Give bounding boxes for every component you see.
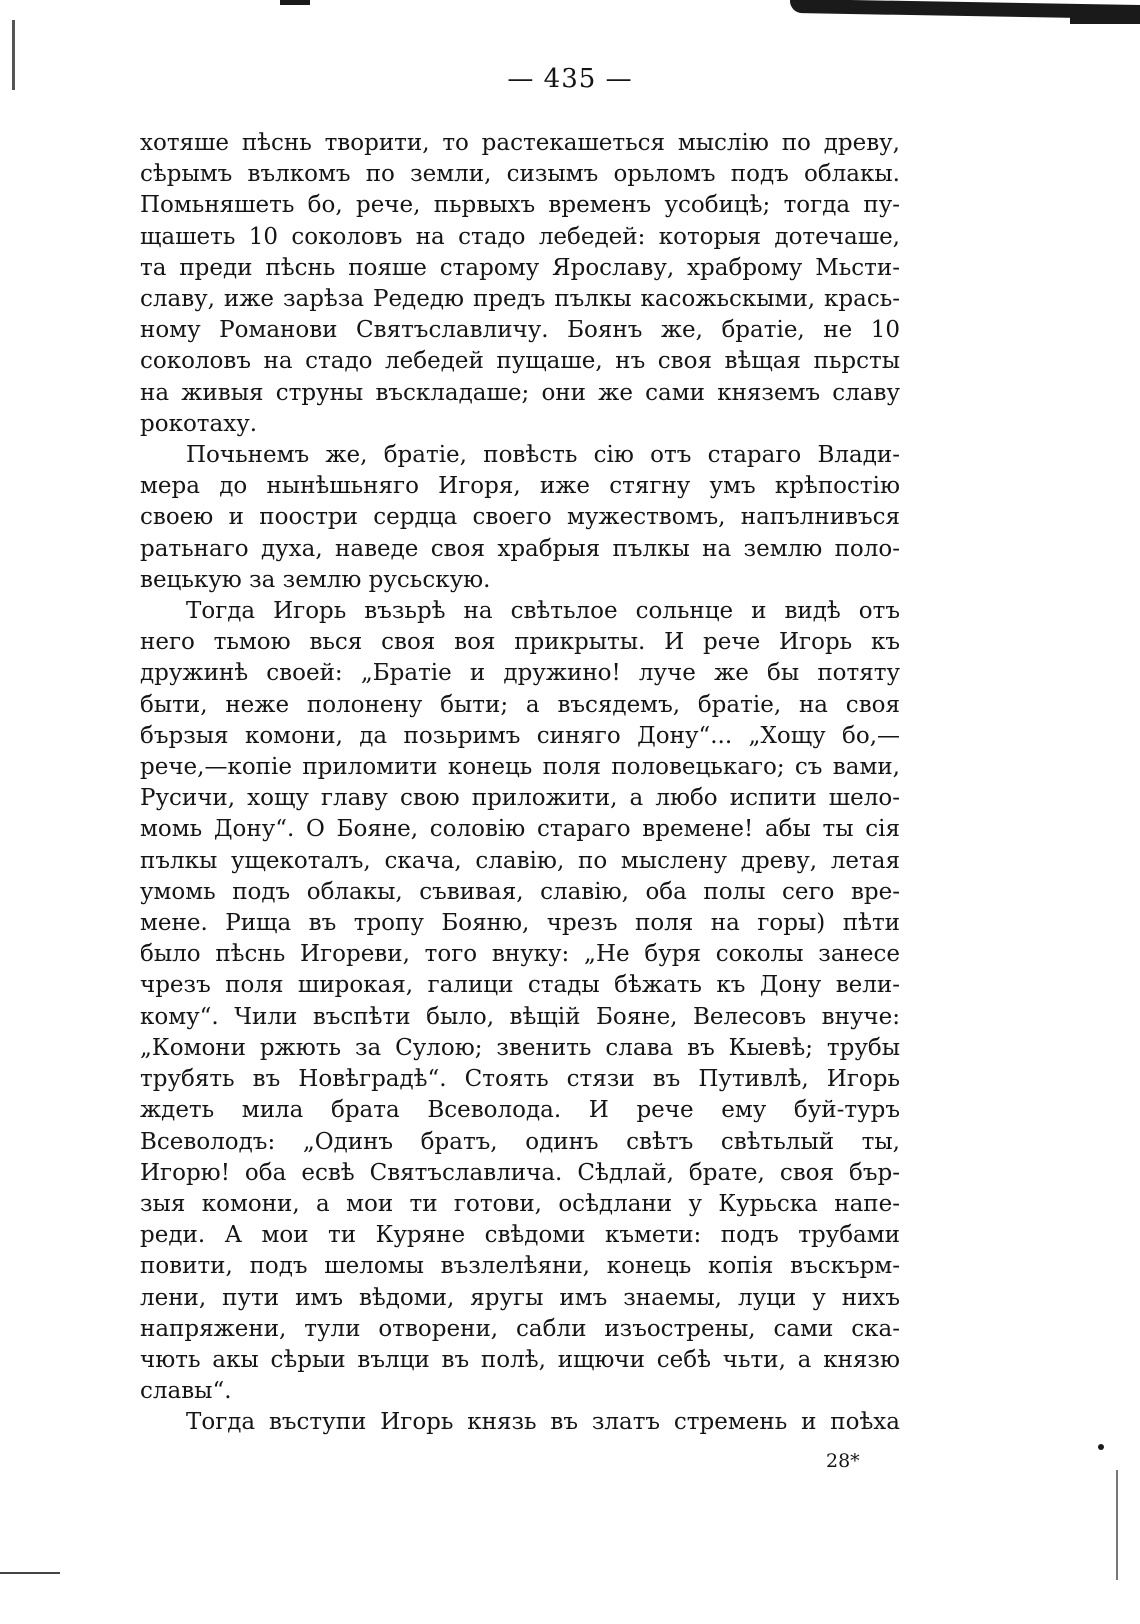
text-line: мера до нынѣшьняго Игоря, иже стягну умъ крѣпостію (140, 473, 900, 500)
text-line: та преди пѣснь пояше старому Ярославу, храброму Мьсти- (140, 254, 900, 281)
text-line: трубять въ Новѣградѣ“. Стоять стязи въ Путивлѣ, Игорь (140, 1066, 900, 1093)
text-line: Игорю! оба есвѣ Святъславлича. Сѣдлай, брате, своя бър- (140, 1159, 900, 1186)
text-line: сѣрымъ вълкомъ по земли, сизымъ орьломъ подъ облакы. (140, 161, 900, 188)
scan-artifact-bottom-left (0, 1572, 60, 1574)
text-line: повити, подъ шеломы възлелѣяни, конець копія въскърм- (140, 1253, 900, 1280)
text-line: ждеть мила брата Всеволода. И рече ему буй-туръ (140, 1097, 900, 1124)
text-line: рече,—копіе приломити конець поля половецькаго; съ вами, (140, 754, 900, 781)
scan-artifact-right-edge (1116, 1470, 1118, 1580)
text-line: соколовъ на стадо лебедей пущаше, нъ своя вѣщая пьрсты (140, 348, 900, 375)
text-line: щашеть 10 соколовъ на стадо лебедей: которыя дотечаше, (140, 223, 900, 250)
signature-mark: 28* (826, 1450, 860, 1472)
text-line: момь Дону“. О Бояне, соловію стараго времене! абы ты сія (140, 816, 900, 843)
text-line: славу, иже зарѣза Редедю предъ пълкы касожьскыми, крась- (140, 286, 900, 313)
text-line: напряжени, тули отворени, сабли изъострены, сами ска- (140, 1315, 900, 1342)
text-line: „Комони ржють за Сулою; звенить слава въ Кыевѣ; трубы (140, 1034, 900, 1061)
text-line: Русичи, хощу главу свою приложити, а любо испити шело- (140, 785, 900, 812)
text-line: славы“. (140, 1378, 232, 1405)
text-line: Помьняшеть бо, рече, пьрвыхъ временъ усобицѣ; тогда пу- (140, 192, 900, 219)
text-line: реди. А мои ти Куряне свѣдоми къмети: подъ трубами (140, 1222, 900, 1249)
body-text (140, 128, 900, 1439)
text-line: мене. Рища въ тропу Бояню, чрезъ поля на горы) пѣти (140, 910, 900, 937)
scan-artifact-right-dot (1098, 1444, 1104, 1450)
text-line: него тьмою вься своя воя прикрыты. И рече Игорь къ (140, 629, 900, 656)
text-line: чють акы сѣрыи вълци въ полѣ, ищючи себѣ чьти, а князю (140, 1346, 900, 1373)
text-line: бързыя комони, да позьримъ синяго Дону“... „Хощу бо,— (140, 722, 900, 749)
text-line: кому“. Чили въспѣти было, вѣщій Бояне, Велесовъ внуче: (140, 1003, 900, 1030)
text-line: рокотаху. (140, 410, 258, 437)
text-line: Почьнемъ же, братіе, повѣсть сію отъ стараго Влади- (186, 442, 900, 469)
text-line: ратьнаго духа, наведе своя храбрыя пълкы на землю поло- (140, 535, 900, 562)
text-line: было пѣснь Игореви, того внуку: „Не буря соколы занесе (140, 941, 900, 968)
page-number: — 435 — (507, 64, 633, 94)
text-line: умомь подъ облакы, съвивая, славію, оба полы сего вре- (140, 878, 900, 905)
text-line: Тогда въступи Игорь князь въ златъ стремень и поѣха (186, 1409, 900, 1436)
text-line: пълкы ущекоталъ, скача, славію, по мыслену древу, летая (140, 847, 900, 874)
text-line: Тогда Игорь възьрѣ на свѣтьлое сольнце и видѣ отъ (186, 598, 900, 625)
text-line: чрезъ поля широкая, галици стады бѣжать къ Дону вели- (140, 972, 900, 999)
scan-artifact-top-left (280, 0, 310, 5)
scan-artifact-top-right-edge (1070, 10, 1140, 24)
text-line: вецькую за землю русьскую. (140, 566, 491, 593)
text-line: своею и поостри сердца своего мужествомъ, напълнивъся (140, 504, 900, 531)
text-line: Всеволодъ: „Одинъ братъ, одинъ свѣтъ свѣтьлый ты, (140, 1128, 900, 1155)
text-line: лени, пути имъ вѣдоми, яругы имъ знаемы, луци у нихъ (140, 1284, 900, 1311)
text-line: на живыя струны въскладаше; они же сами княземъ славу (140, 379, 900, 406)
text-line: зыя комони, а мои ти готови, осѣдлани у Курьска напе- (140, 1190, 900, 1217)
text-line: дружинѣ своей: „Братіе и дружино! луче же бы потяту (140, 660, 900, 687)
text-line: хотяше пѣснь творити, то растекашеться мыслію по древу, (140, 130, 900, 156)
text-line: быти, неже полонену быти; а въсядемъ, братіе, на своя (140, 691, 900, 718)
text-line: ному Романови Святъславличу. Боянъ же, братіе, не 10 (140, 317, 900, 344)
